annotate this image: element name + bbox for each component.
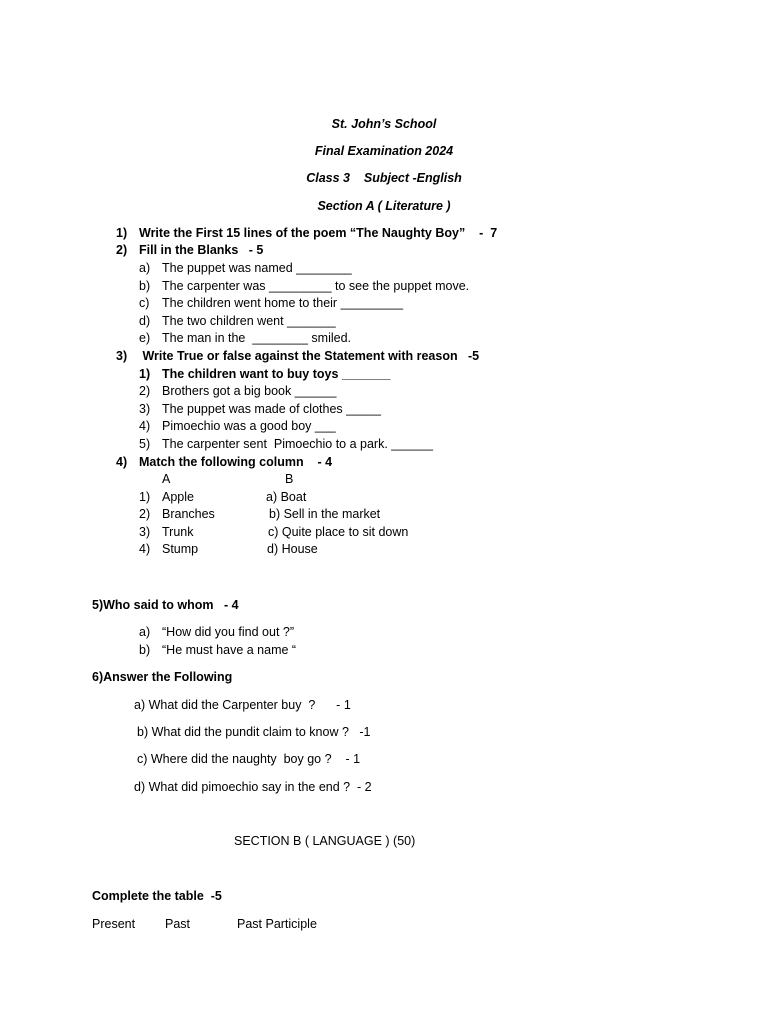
q6-item: a) What did the Carpenter buy ? - 1	[134, 698, 351, 712]
match-col-a: Branches	[162, 507, 215, 521]
match-row-label: 1)	[139, 490, 151, 504]
q2-item-text: The man in the ________ smiled.	[162, 331, 352, 345]
q5-item-text: “How did you find out ?”	[162, 625, 295, 639]
match-row-label: 2)	[139, 507, 151, 521]
q3-item-text: Pimoechio was a good boy ___	[162, 419, 336, 433]
q3-item-text: The carpenter sent Pimoechio to a park. ______	[162, 437, 433, 451]
q2-item-label: e)	[139, 331, 151, 345]
q6-item: d) What did pimoechio say in the end ? - 2	[134, 780, 372, 794]
q2-item-label: b)	[139, 279, 151, 293]
q3-item-text: The puppet was made of clothes _____	[162, 402, 381, 416]
q2-item-text: The carpenter was _________ to see the puppet move.	[162, 279, 470, 293]
q1-number: 1)	[116, 226, 128, 240]
q5-text: 5)Who said to whom - 4	[92, 598, 239, 612]
school-name: St. John’s School	[331, 117, 437, 131]
section-b-title: SECTION B ( LANGUAGE ) (50)	[234, 834, 416, 848]
q5-item-text: “He must have a name “	[162, 643, 297, 657]
q2-item-label: a)	[139, 261, 151, 275]
table-header-past-participle: Past Participle	[237, 917, 317, 931]
q3-item-label: 5)	[139, 437, 151, 451]
q2-item-label: c)	[139, 296, 150, 310]
q2-item-text: The two children went _______	[162, 314, 336, 328]
match-col-a: Stump	[162, 542, 199, 556]
q5-item-label: b)	[139, 643, 151, 657]
match-col-b: c) Quite place to sit down	[268, 525, 409, 539]
q2-item-label: d)	[139, 314, 151, 328]
match-row-label: 4)	[139, 542, 151, 556]
column-a-header: A	[162, 472, 171, 486]
class-subject: Class 3 Subject -English	[306, 171, 462, 185]
q4-number: 4)	[116, 455, 128, 469]
q6-item: b) What did the pundit claim to know ? -1	[137, 725, 371, 739]
q3-item-label: 2)	[139, 384, 151, 398]
q6-item: c) Where did the naughty boy go ? - 1	[137, 752, 361, 766]
match-col-a: Apple	[162, 490, 194, 504]
q3-item-label: 4)	[139, 419, 151, 433]
complete-table-title: Complete the table -5	[92, 889, 222, 903]
exam-title: Final Examination 2024	[314, 144, 454, 158]
q6-text: 6)Answer the Following	[92, 670, 233, 684]
q3-item-text: The children want to buy toys _______	[162, 367, 391, 381]
q4-text: Match the following column - 4	[139, 455, 333, 469]
section-a-title: Section A ( Literature )	[317, 199, 451, 213]
q2-number: 2)	[116, 243, 128, 257]
match-row-label: 3)	[139, 525, 151, 539]
column-b-header: B	[285, 472, 294, 486]
match-col-b: d) House	[267, 542, 318, 556]
q3-item-label: 1)	[139, 367, 151, 381]
q5-item-label: a)	[139, 625, 151, 639]
match-col-b: b) Sell in the market	[269, 507, 381, 521]
q3-item-label: 3)	[139, 402, 151, 416]
table-header-past: Past	[165, 917, 191, 931]
q3-text: Write True or false against the Statement with reason -5	[139, 349, 480, 363]
q2-item-text: The puppet was named ________	[162, 261, 352, 275]
match-col-a: Trunk	[162, 525, 194, 539]
q2-text: Fill in the Blanks - 5	[139, 243, 264, 257]
q2-item-text: The children went home to their _________	[162, 296, 404, 310]
q3-item-text: Brothers got a big book ______	[162, 384, 337, 398]
q3-number: 3)	[116, 349, 128, 363]
q1-text: Write the First 15 lines of the poem “The Naughty Boy” - 7	[139, 226, 498, 240]
match-col-b: a) Boat	[266, 490, 307, 504]
table-header-present: Present	[92, 917, 136, 931]
